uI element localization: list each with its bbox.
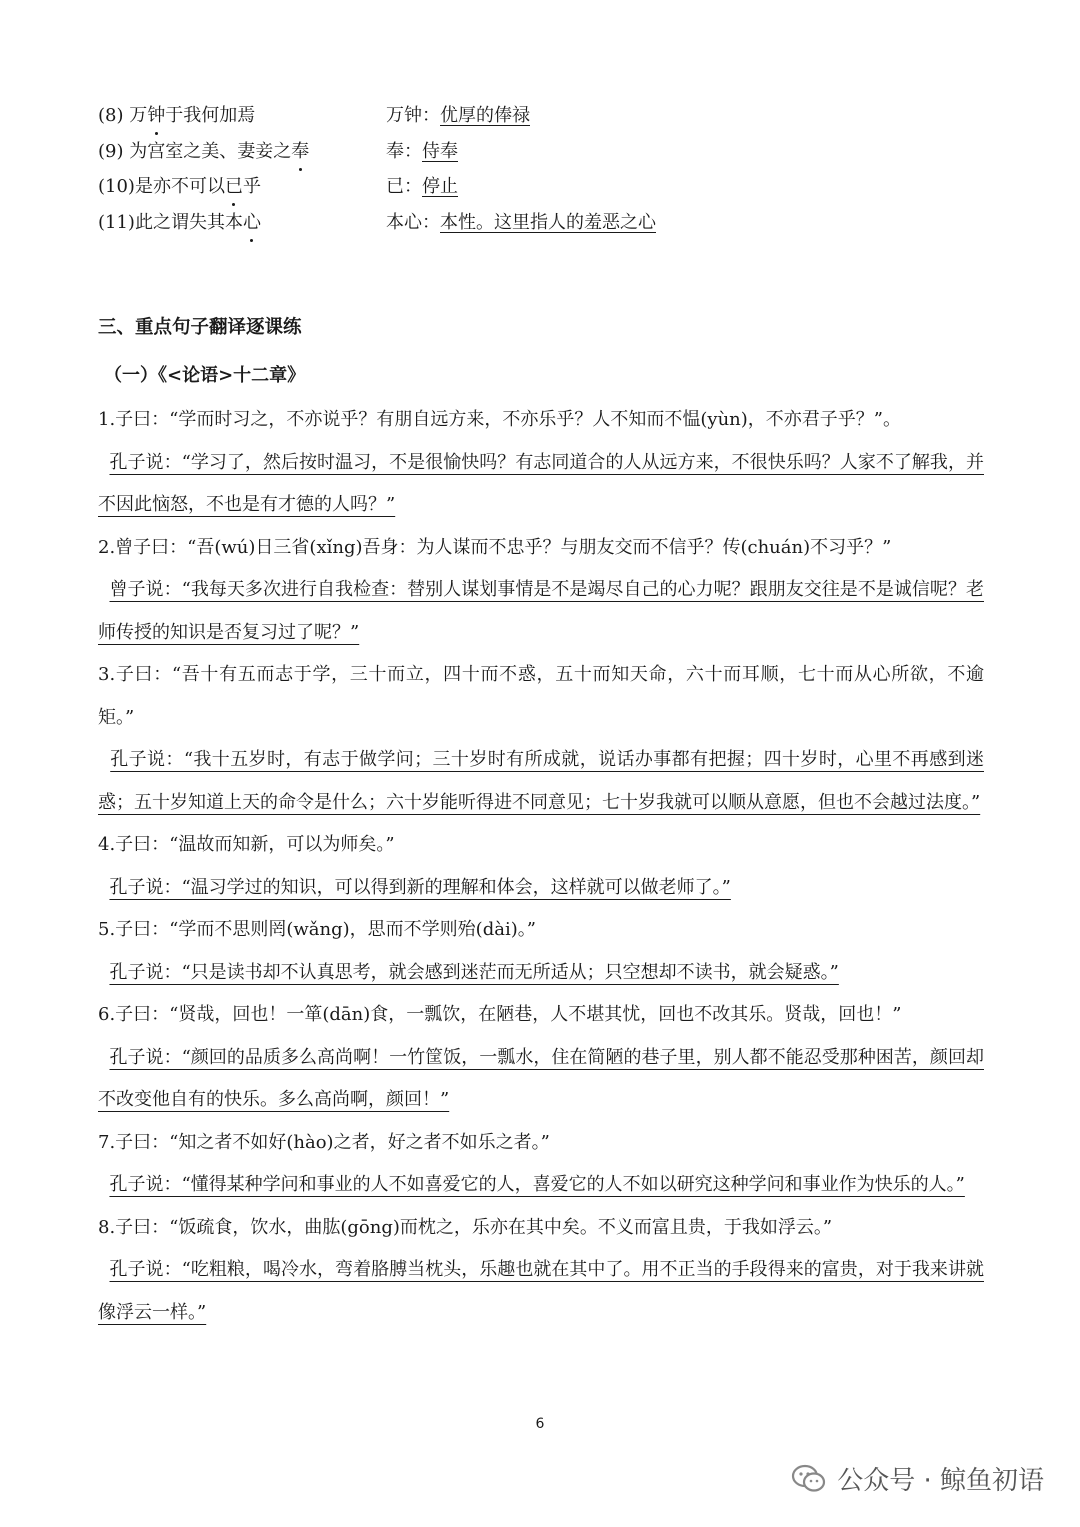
- vocab-text: 为宫室之美、妻妾之: [129, 140, 292, 162]
- translation-item: [98, 824, 984, 909]
- vocab-item: [98, 98, 998, 134]
- vocab-meaning: 本性。这里指人的羞恶之心: [440, 211, 656, 233]
- vocab-item: [98, 205, 998, 241]
- original-sentence: 6.子曰：“贤哉，回也！一箪(dān)食，一瓢饮，在陋巷，人不堪其忧，回也不改其乐。贤哉，回也！”: [98, 1004, 902, 1025]
- original-sentence: 8.子曰：“饭疏食，饮水，曲肱(gōng)而枕之，乐亦在其中矣。不义而富且贵，于我如浮云。”: [98, 1216, 833, 1238]
- translation-answer: [98, 867, 984, 910]
- vocab-phrase: [98, 169, 261, 204]
- vocab-number: (8): [98, 105, 124, 126]
- original-sentence: 7.子曰：“知之者不如好(hào)之者，好之者不如乐之者。”: [98, 1131, 550, 1153]
- vocab-term: 奉：: [386, 140, 422, 162]
- answer-text: 孔子说：“只是读书却不认真思考，就会感到迷茫而无所适从；只空想却不读书，就会疑惑。”: [109, 961, 839, 983]
- original-sentence: 5.子曰：“学而不思则罔(wǎng)，思而不学则殆(dài)。”: [98, 919, 536, 940]
- vocab-number: (9): [98, 140, 124, 162]
- vocab-number: (10): [98, 176, 135, 197]
- vocab-definition: [386, 205, 656, 240]
- translation-item: [98, 1207, 984, 1335]
- emphasized-char: 奉: [291, 134, 309, 169]
- vocab-text: 乎: [242, 176, 261, 197]
- translation-answer: [98, 442, 984, 527]
- sub-title: （一）《<论语>十二章》: [104, 365, 306, 386]
- emphasized-char: 心: [243, 205, 261, 240]
- vocab-list: [98, 98, 998, 240]
- translation-item: [98, 399, 984, 527]
- answer-text: 曾子说：“我每天多次进行自我检查：替别人谋划事情是不是竭尽自己的心力呢？跟朋友交往是不是诚信呢？老师传授的知识是否复习过了呢？”: [98, 579, 984, 643]
- emphasized-char: 钟: [147, 98, 165, 133]
- original-sentence: 1.子曰：“学而时习之，不亦说乎？有朋自远方来，不亦乐乎？人不知而不愠(yùn)，不亦君子乎？”。: [98, 409, 901, 430]
- original-sentence: 2.曾子曰：“吾(wú)日三省(xǐng)吾身：为人谋而不忠乎？与朋友交而不信乎？传(chuán)不习乎？”: [98, 536, 892, 558]
- translation-answer: [98, 1249, 984, 1334]
- wechat-icon: [791, 1464, 827, 1494]
- vocab-term: 万钟：: [386, 105, 440, 126]
- vocab-definition: [386, 169, 458, 204]
- translation-answer: [98, 1164, 984, 1207]
- vocab-term: 本心：: [386, 211, 440, 233]
- answer-text: 孔子说：“颜回的品质多么高尚啊！一竹筐饭，一瓢水，住在简陋的巷子里，别人都不能忍受那种困苦，颜回却不改变他自有的快乐。多么高尚啊，颜回！”: [98, 1046, 984, 1110]
- answer-text: 孔子说：“懂得某种学问和事业的人不如喜爱它的人，喜爱它的人不如以研究这种学问和事业作为快乐的人。”: [109, 1174, 965, 1195]
- translation-answer: [98, 569, 984, 654]
- answer-text: 孔子说：“吃粗粮，喝冷水，弯着胳膊当枕头，乐趣也就在其中了。用不正当的手段得来的富贵，对于我来讲就像浮云一样。”: [98, 1259, 984, 1323]
- page-number: 6: [535, 1416, 545, 1432]
- emphasized-char: 已: [225, 169, 243, 204]
- answer-text: 孔子说：“温习学过的知识，可以得到新的理解和体会，这样就可以做老师了。”: [109, 876, 731, 898]
- vocab-phrase: [98, 98, 255, 133]
- translation-item: [98, 654, 984, 824]
- vocab-phrase: [98, 134, 309, 169]
- translation-item: [98, 1122, 984, 1207]
- vocab-meaning: 侍奉: [422, 140, 458, 162]
- vocab-definition: [386, 98, 530, 133]
- vocab-meaning: 优厚的俸禄: [440, 105, 530, 126]
- vocab-text: 万: [129, 105, 148, 126]
- watermark: [791, 1460, 1044, 1497]
- vocab-text: 此之谓失其本: [134, 211, 243, 233]
- translation-item: [98, 527, 984, 655]
- vocab-phrase: [98, 205, 261, 240]
- answer-text: 孔子说：“学习了，然后按时温习，不是很愉快吗？有志同道合的人从远方来，不很快乐吗？人家不了解我，并不因此恼怒，不也是有才德的人吗？”: [98, 451, 984, 515]
- translation-item: [98, 994, 984, 1122]
- vocab-item: [98, 134, 998, 170]
- vocab-term: 已：: [386, 176, 422, 197]
- watermark-text: 公众号 · 鲸鱼初语: [837, 1466, 1044, 1496]
- vocab-number: (11): [98, 211, 135, 233]
- translation-answer: [98, 739, 984, 824]
- original-sentence: 3.子曰：“吾十有五而志于学，三十而立，四十而不惑，五十而知天命，六十而耳顺，七十而从心所欲，不逾矩。”: [98, 664, 984, 728]
- original-sentence: 4.子曰：“温故而知新，可以为师矣。”: [98, 834, 395, 855]
- answer-text: 孔子说：“我十五岁时，有志于做学问；三十岁时有所成就，说话办事都有把握；四十岁时，心里不再感到迷惑；五十岁知道上天的命令是什么；六十岁能听得进不同意见；七十岁我就可以顺从意愿，但也不会越过法度。”: [98, 749, 984, 813]
- translation-answer: [98, 1037, 984, 1122]
- vocab-meaning: 停止: [422, 176, 458, 197]
- vocab-text: 是亦不可以: [134, 176, 225, 197]
- section-title: 三、重点句子翻译逐课练: [98, 317, 302, 338]
- translation-item: [98, 909, 984, 994]
- translation-list: [98, 399, 984, 1334]
- vocab-definition: [386, 134, 458, 169]
- translation-answer: [98, 952, 984, 995]
- vocab-text: 于我何加焉: [165, 105, 256, 126]
- vocab-item: [98, 169, 998, 205]
